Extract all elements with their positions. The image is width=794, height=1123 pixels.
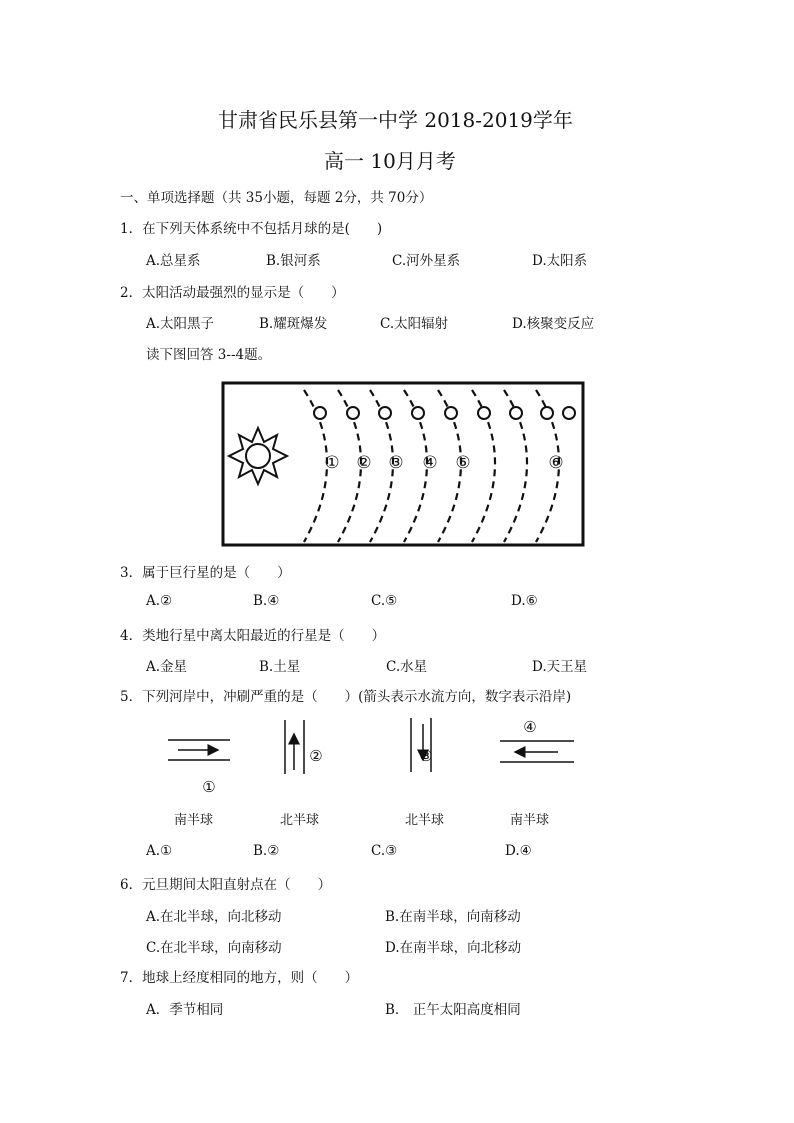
question-7-option-b: B． 正午太阳高度相同 bbox=[385, 1002, 521, 1018]
question-2-stem: 2．太阳活动最强烈的显示是（ ） bbox=[120, 285, 345, 301]
question-1-option-b: B.银河系 bbox=[266, 253, 321, 269]
question-5-option-c: C.③ bbox=[371, 843, 398, 859]
question-4-option-b: B.土星 bbox=[259, 659, 301, 675]
hemisphere-label-1: 南半球 bbox=[174, 813, 214, 828]
solar-system-figure bbox=[220, 380, 586, 550]
question-5-stem: 5．下列河岸中，冲刷严重的是（ ）(箭头表示水流方向，数字表示沿岸) bbox=[120, 689, 572, 705]
question-4-option-c: C.水星 bbox=[386, 659, 428, 675]
sun-icon bbox=[229, 428, 287, 484]
question-5-option-d: D.④ bbox=[505, 843, 532, 859]
section-heading: 一、单项选择题（共 35小题，每题 2分，共 70分） bbox=[120, 190, 433, 206]
question-3-option-c: C.⑤ bbox=[371, 593, 398, 609]
planet-label-4: ④ bbox=[422, 453, 438, 473]
question-4-option-a: A.金星 bbox=[146, 659, 188, 675]
planet-label-3: ③ bbox=[388, 453, 404, 473]
planet-label-1: ① bbox=[324, 453, 340, 473]
planet-label-2: ② bbox=[356, 453, 372, 473]
hemisphere-label-2: 北半球 bbox=[280, 813, 320, 828]
question-1-option-c: C.河外星系 bbox=[392, 253, 461, 269]
river-diagram-2 bbox=[285, 720, 304, 774]
page-subtitle: 高一 10月月考 bbox=[324, 149, 456, 173]
question-2-option-a: A.太阳黑子 bbox=[146, 316, 215, 332]
hemisphere-label-4: 南半球 bbox=[510, 813, 550, 828]
question-6-option-b: B.在南半球，向南移动 bbox=[385, 909, 521, 925]
river-diagram-1 bbox=[168, 740, 230, 760]
question-1-stem: 1．在下列天体系统中不包括月球的是( ) bbox=[120, 221, 383, 237]
question-1-option-a: A.总星系 bbox=[146, 253, 201, 269]
question-4-stem: 4．类地行星中离太阳最近的行星是（ ） bbox=[120, 628, 386, 644]
question-7-option-a: A．季节相同 bbox=[146, 1002, 224, 1018]
river-bank-diagrams bbox=[160, 712, 590, 798]
river-number-1: ① bbox=[202, 778, 216, 796]
question-6-option-a: A.在北半球，向北移动 bbox=[146, 909, 282, 925]
question-6-option-c: C.在北半球，向南移动 bbox=[146, 940, 282, 956]
question-3-option-b: B.④ bbox=[253, 593, 280, 609]
question-4-option-d: D.天王星 bbox=[532, 659, 588, 675]
read-instruction: 读下图回答 3--4题。 bbox=[146, 347, 272, 363]
question-3-stem: 3．属于巨行星的是（ ） bbox=[120, 565, 291, 581]
question-5-option-b: B.② bbox=[253, 843, 280, 859]
river-number-3: ③ bbox=[419, 747, 433, 765]
question-2-option-d: D.核聚变反应 bbox=[512, 316, 595, 332]
planet-label-5: ⑤ bbox=[455, 453, 471, 473]
planet-label-6: ⑥ bbox=[548, 453, 564, 473]
question-2-option-c: C.太阳辐射 bbox=[380, 316, 449, 332]
question-1-option-d: D.太阳系 bbox=[532, 253, 588, 269]
question-6-stem: 6．元旦期间太阳直射点在（ ） bbox=[120, 877, 332, 893]
question-5-option-a: A.① bbox=[146, 843, 173, 859]
question-6-option-d: D.在南半球，向北移动 bbox=[385, 940, 522, 956]
river-number-2: ② bbox=[309, 747, 323, 765]
question-3-option-a: A.② bbox=[146, 593, 173, 609]
hemisphere-label-3: 北半球 bbox=[405, 813, 445, 828]
river-diagram-4 bbox=[500, 741, 574, 762]
question-7-stem: 7．地球上经度相同的地方，则（ ） bbox=[120, 970, 359, 986]
question-2-option-b: B.耀斑爆发 bbox=[259, 316, 328, 332]
question-3-option-d: D.⑥ bbox=[511, 593, 538, 609]
page-title: 甘肃省民乐县第一中学 2018-2019学年 bbox=[218, 108, 573, 132]
river-number-4: ④ bbox=[523, 718, 537, 736]
